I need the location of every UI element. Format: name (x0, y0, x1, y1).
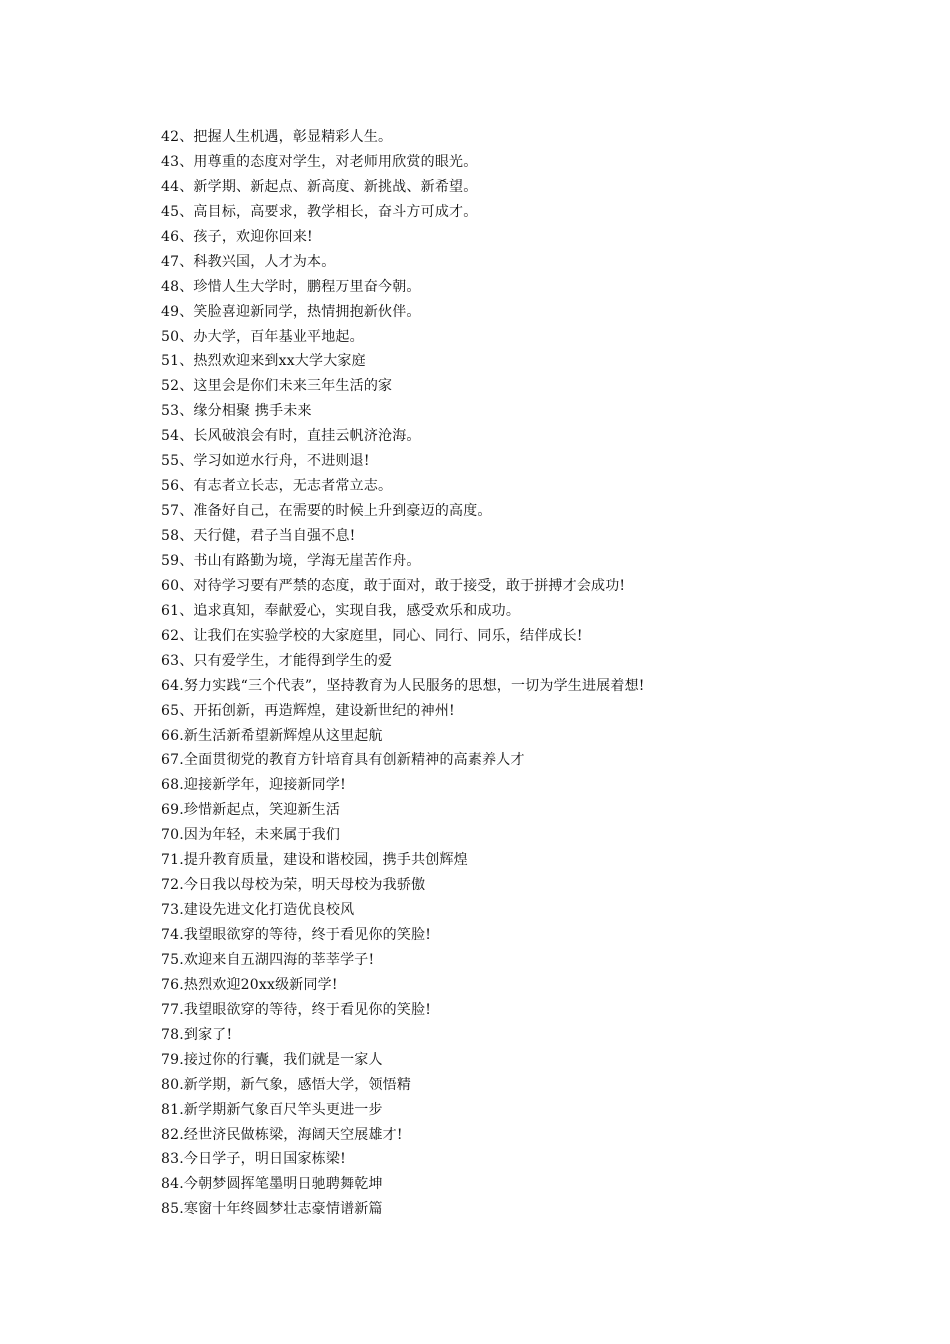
list-item: 70.因为年轻，未来属于我们 (161, 827, 341, 844)
list-item: 42、把握人生机遇，彰显精彩人生。 (161, 129, 393, 145)
list-item: 68.迎接新学年，迎接新同学! (161, 777, 346, 794)
list-item: 82.经世济民做栋梁，海阔天空展雄才! (161, 1126, 403, 1143)
list-item: 46、孩子，欢迎你回来! (161, 228, 313, 245)
slogan-list (161, 125, 901, 1222)
list-item: 50、办大学，百年基业平地起。 (161, 328, 364, 345)
list-item: 45、高目标，高要求，教学相长，奋斗方可成才。 (161, 203, 478, 220)
list-item: 43、用尊重的态度对学生，对老师用欣赏的眼光。 (161, 153, 478, 170)
list-item: 65、开拓创新，再造辉煌，建设新世纪的神州! (161, 702, 455, 719)
list-item: 85.寒窗十年终圆梦壮志豪情谱新篇 (161, 1201, 383, 1218)
list-item: 56、有志者立长志，无志者常立志。 (161, 478, 393, 495)
list-item: 47、科教兴国，人才为本。 (161, 253, 336, 270)
list-item: 71.提升教育质量，建设和谐校园，携手共创辉煌 (161, 852, 468, 869)
list-item: 80.新学期，新气象，感悟大学，领悟精 (161, 1076, 412, 1093)
list-item: 76.热烈欢迎20xx级新同学! (161, 976, 338, 993)
list-item: 51、热烈欢迎来到xx大学大家庭 (161, 353, 366, 370)
list-item: 54、长风破浪会有时，直挂云帆济沧海。 (161, 428, 421, 445)
list-item: 62、让我们在实验学校的大家庭里，同心、同行、同乐，结伴成长! (161, 627, 583, 644)
list-item: 81.新学期新气象百尺竿头更进一步 (161, 1101, 383, 1118)
list-item: 52、这里会是你们未来三年生活的家 (161, 378, 393, 395)
list-item: 60、对待学习要有严禁的态度，敢于面对，敢于接受，敢于拼搏才会成功! (161, 577, 626, 594)
list-item: 55、学习如逆水行舟，不进则退! (161, 453, 370, 470)
list-item: 59、书山有路勤为境，学海无崖苦作舟。 (161, 552, 421, 569)
list-item: 84.今朝梦圆挥笔墨明日驰聘舞乾坤 (161, 1176, 383, 1193)
list-item: 72.今日我以母校为荣，明天母校为我骄傲 (161, 877, 426, 894)
list-item: 77.我望眼欲穿的等待，终于看见你的笑脸! (161, 1001, 432, 1018)
list-item: 61、追求真知，奉献爱心，实现自我，感受欢乐和成功。 (161, 602, 521, 619)
list-item: 48、珍惜人生大学时，鹏程万里奋今朝。 (161, 278, 421, 295)
list-item: 83.今日学子，明日国家栋梁! (161, 1151, 346, 1168)
list-item: 67.全面贯彻党的教育方针培育具有创新精神的高素养人才 (161, 752, 525, 769)
list-item: 53、缘分相聚 携手未来 (161, 403, 312, 420)
list-item: 78.到家了! (161, 1026, 233, 1043)
list-item: 58、天行健，君子当自强不息! (161, 528, 356, 544)
list-item: 57、准备好自己，在需要的时候上升到豪迈的高度。 (161, 503, 492, 520)
list-item: 66.新生活新希望新辉煌从这里起航 (161, 727, 383, 744)
list-item: 49、笑脸喜迎新同学，热情拥抱新伙伴。 (161, 303, 421, 320)
list-item: 75.欢迎来自五湖四海的莘莘学子! (161, 951, 375, 968)
list-item: 73.建设先进文化打造优良校风 (161, 902, 355, 919)
list-item: 64.努力实践“三个代表”，坚持教育为人民服务的思想，一切为学生进展着想! (161, 677, 645, 694)
list-item: 74.我望眼欲穿的等待，终于看见你的笑脸! (161, 927, 432, 943)
list-item: 79.接过你的行囊，我们就是一家人 (161, 1051, 383, 1068)
list-item: 63、只有爱学生，才能得到学生的爱 (161, 652, 393, 669)
list-item: 69.珍惜新起点，笑迎新生活 (161, 802, 341, 819)
list-item: 44、新学期、新起点、新高度、新挑战、新希望。 (161, 178, 478, 195)
